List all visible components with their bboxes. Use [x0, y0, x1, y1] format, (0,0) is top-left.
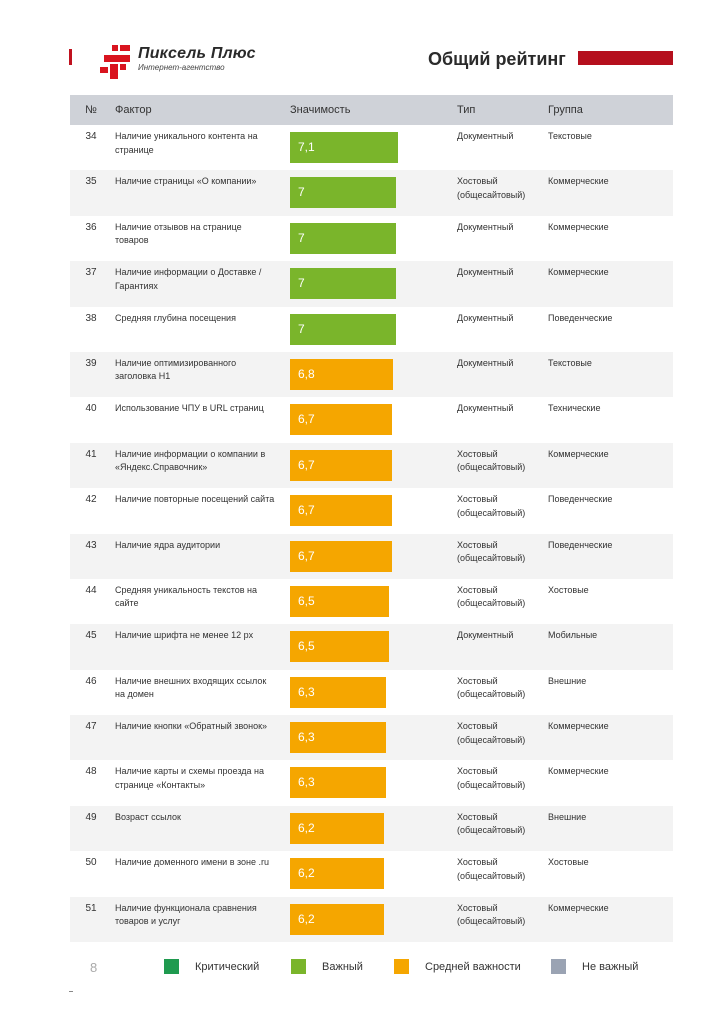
row-group: Хостовые — [548, 857, 589, 868]
table-row — [70, 670, 673, 715]
header-type: Тип — [457, 104, 476, 116]
table-body — [70, 125, 673, 942]
row-group: Коммерческие — [548, 176, 609, 187]
row-number: 49 — [85, 811, 97, 823]
row-factor: Наличие уникального контента на странице — [115, 131, 258, 155]
table-row — [70, 715, 673, 760]
significance-bar: 6,5 — [290, 631, 389, 662]
table-row — [70, 534, 673, 579]
table-row — [70, 261, 673, 306]
row-number: 37 — [85, 267, 97, 279]
row-group: Технические — [548, 403, 601, 414]
row-type: Документный — [457, 221, 514, 232]
row-type: Хостовый (общесайтовый) — [457, 902, 526, 927]
row-type: Хостовый (общесайтовый) — [457, 766, 526, 790]
table-row — [70, 851, 673, 896]
significance-bar: 7 — [290, 314, 396, 345]
table-row — [70, 488, 673, 533]
row-group: Внешние — [548, 811, 587, 822]
row-group: Поведенческие — [548, 539, 613, 550]
row-group: Коммерческие — [548, 721, 609, 732]
row-type: Хостовый (общесайтовый) — [457, 721, 526, 745]
legend — [70, 958, 673, 978]
significance-bar: 6,3 — [290, 767, 386, 798]
table-row — [70, 352, 673, 397]
row-factor: Наличие страницы «О компании» — [115, 176, 257, 187]
row-number: 35 — [85, 176, 97, 188]
pixel-plus-logo-icon — [100, 45, 130, 79]
table-row — [70, 897, 673, 942]
significance-bar: 6,3 — [290, 722, 386, 753]
legend-item-medium — [394, 959, 521, 974]
row-group: Коммерческие — [548, 766, 609, 777]
row-number: 41 — [85, 448, 97, 460]
header-factor: Фактор — [115, 104, 152, 116]
table-row — [70, 624, 673, 669]
legend-label: Средней важности — [425, 960, 521, 973]
footer-mark — [69, 991, 73, 992]
legend-swatch-unimportant — [551, 959, 566, 974]
row-factor: Наличие отзывов на странице товаров — [115, 221, 242, 246]
table-row — [70, 579, 673, 624]
table-row — [70, 170, 673, 215]
row-number: 39 — [85, 357, 97, 369]
rating-table — [70, 95, 673, 942]
row-factor: Возраст ссылок — [115, 811, 181, 822]
row-factor: Наличие повторные посещений сайта — [115, 494, 275, 505]
row-number: 44 — [85, 584, 97, 596]
row-factor: Наличие карты и схемы проезда на странице «Контакты» — [115, 766, 264, 790]
row-number: 40 — [85, 403, 97, 415]
header-group: Группа — [548, 104, 583, 116]
row-type: Документный — [457, 131, 514, 141]
brand-text — [138, 45, 256, 73]
row-number: 51 — [85, 902, 97, 914]
significance-bar: 6,3 — [290, 677, 386, 708]
table-header — [70, 95, 673, 125]
row-factor: Средняя уникальность текстов на сайте — [115, 584, 257, 609]
table-row — [70, 760, 673, 805]
row-number: 45 — [85, 630, 97, 642]
row-factor: Наличие информации о компании в «Яндекс.Справочник» — [115, 448, 266, 473]
row-factor: Средняя глубина посещения — [115, 312, 236, 323]
row-number: 48 — [85, 766, 97, 778]
significance-bar: 6,7 — [290, 495, 392, 526]
significance-bar: 6,7 — [290, 541, 392, 572]
row-number: 47 — [85, 721, 97, 733]
row-type: Хостовый (общесайтовый) — [457, 675, 526, 700]
legend-item-critical — [164, 959, 259, 974]
row-type: Хостовый (общесайтовый) — [457, 584, 526, 609]
row-factor: Наличие шрифта не менее 12 px — [115, 630, 254, 641]
row-number: 38 — [85, 312, 97, 324]
row-number: 36 — [85, 221, 97, 233]
row-type: Документный — [457, 630, 514, 641]
significance-bar: 7 — [290, 268, 396, 299]
row-factor: Наличие ядра аудитории — [115, 539, 221, 550]
page-title: Общий рейтинг — [428, 49, 566, 69]
header-significance: Значимость — [290, 104, 351, 116]
legend-item-unimportant — [551, 959, 638, 974]
row-group: Поведенческие — [548, 312, 613, 323]
significance-bar: 7 — [290, 223, 396, 254]
brand-name: Пиксель Плюс — [138, 45, 256, 62]
significance-bar: 6,2 — [290, 813, 384, 844]
row-group: Коммерческие — [548, 902, 609, 913]
row-factor: Наличие оптимизированного заголовка H1 — [115, 357, 237, 382]
table-row — [70, 806, 673, 851]
significance-bar: 6,5 — [290, 586, 389, 617]
row-type: Документный — [457, 403, 514, 414]
header-num: № — [85, 104, 97, 116]
table-row — [70, 443, 673, 488]
table-row — [70, 216, 673, 261]
legend-label: Важный — [322, 960, 363, 973]
significance-bar: 6,8 — [290, 359, 393, 390]
row-group: Поведенческие — [548, 494, 613, 505]
table-row — [70, 307, 673, 352]
significance-bar: 6,7 — [290, 404, 392, 435]
row-number: 34 — [85, 131, 97, 142]
row-type: Хостовый (общесайтовый) — [457, 448, 526, 473]
row-factor: Наличие кнопки «Обратный звонок» — [115, 721, 268, 732]
legend-item-important — [291, 959, 363, 974]
row-group: Мобильные — [548, 630, 598, 641]
row-group: Хостовые — [548, 584, 589, 595]
row-number: 42 — [85, 494, 97, 506]
row-group: Коммерческие — [548, 448, 609, 459]
row-group: Коммерческие — [548, 267, 609, 278]
significance-bar: 6,2 — [290, 904, 384, 935]
row-factor: Наличие внешних входящих ссылок на домен — [115, 675, 267, 700]
row-group: Коммерческие — [548, 221, 609, 232]
row-type: Документный — [457, 357, 514, 368]
row-number: 50 — [85, 857, 97, 869]
table-row — [70, 125, 673, 170]
row-group: Внешние — [548, 675, 587, 686]
row-group: Текстовые — [548, 131, 592, 141]
row-group: Текстовые — [548, 357, 592, 368]
row-type: Хостовый (общесайтовый) — [457, 494, 526, 518]
significance-bar: 7 — [290, 177, 396, 208]
brand-tagline: Интернет-агентство — [138, 63, 225, 72]
row-factor: Наличие доменного имени в зоне .ru — [115, 857, 270, 868]
significance-bar: 7,1 — [290, 132, 398, 163]
row-type: Хостовый (общесайтовый) — [457, 176, 526, 200]
significance-bar: 6,2 — [290, 858, 384, 889]
legend-swatch-medium — [394, 959, 409, 974]
legend-swatch-critical — [164, 959, 179, 974]
row-factor: Наличие информации о Доставке / Гарантиях — [115, 267, 262, 291]
row-type: Документный — [457, 267, 514, 278]
row-factor: Использование ЧПУ в URL страниц — [115, 403, 264, 414]
left-accent-mark — [69, 49, 72, 65]
row-type: Хостовый (общесайтовый) — [457, 857, 526, 881]
row-number: 46 — [85, 675, 97, 687]
row-type: Хостовый (общесайтовый) — [457, 811, 526, 836]
row-number: 43 — [85, 539, 97, 551]
row-factor: Наличие функционала сравнения товаров и услуг — [115, 902, 257, 927]
legend-label: Не важный — [582, 960, 639, 973]
row-type: Документный — [457, 312, 514, 323]
legend-swatch-important — [291, 959, 306, 974]
significance-bar: 6,7 — [290, 450, 392, 481]
heading-accent-bar — [578, 51, 673, 65]
brand-logo — [100, 45, 256, 79]
legend-label: Критический — [195, 960, 260, 973]
table-row — [70, 397, 673, 442]
page-number: 8 — [90, 960, 98, 975]
row-type: Хостовый (общесайтовый) — [457, 539, 526, 564]
